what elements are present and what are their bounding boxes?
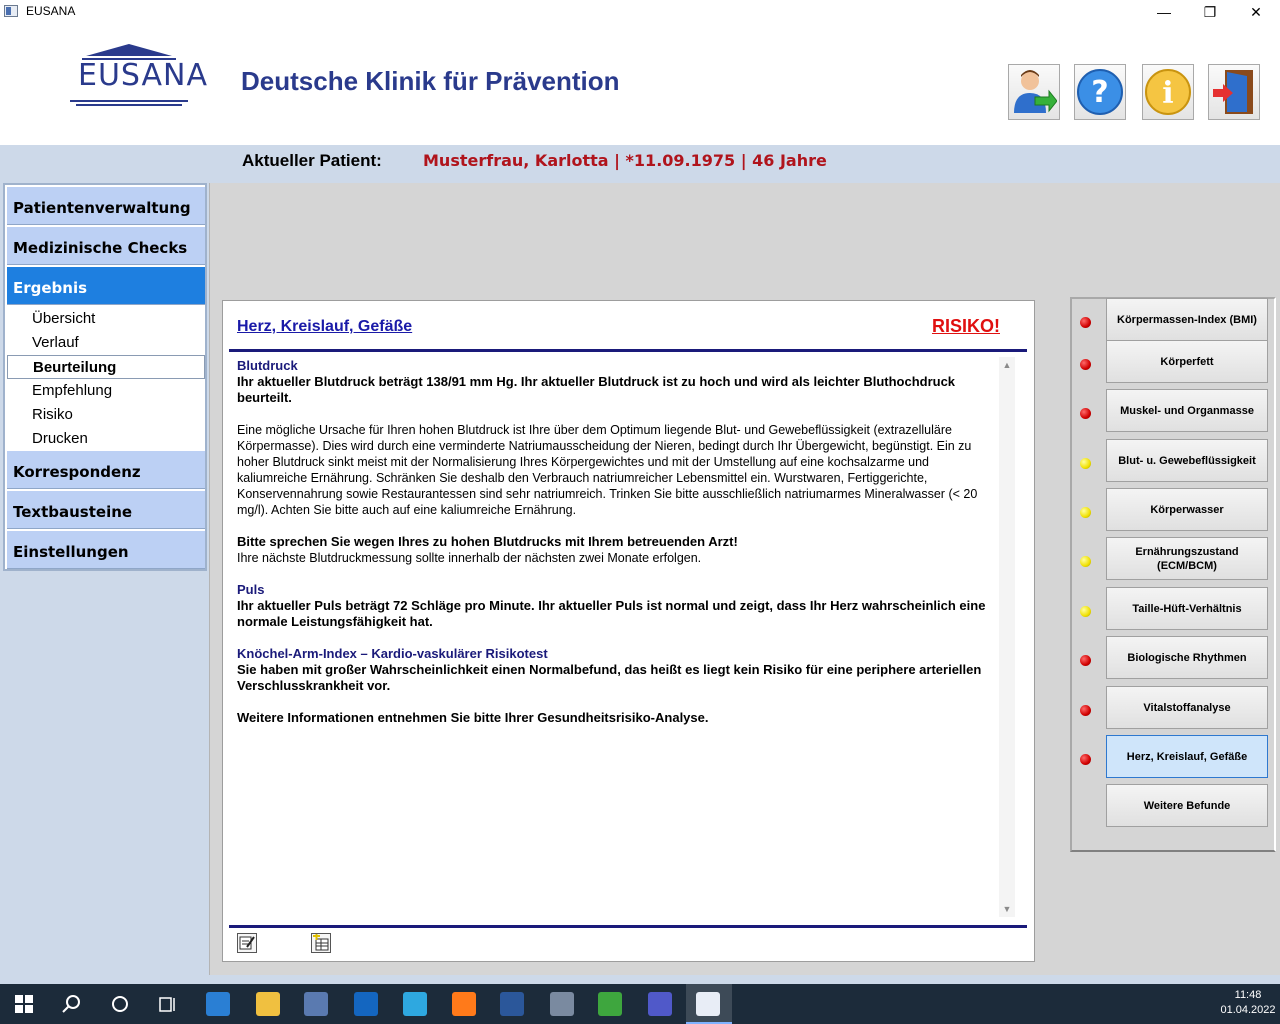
result-button[interactable]: Vitalstoffanalyse: [1106, 686, 1268, 729]
bottom-divider: [229, 925, 1027, 928]
vertical-scrollbar[interactable]: [999, 357, 1015, 917]
result-button[interactable]: Körpermassen-Index (BMI): [1106, 298, 1268, 341]
subnav-uebersicht[interactable]: Übersicht: [32, 310, 96, 327]
windows-start-icon[interactable]: [12, 992, 36, 1016]
status-dot-red: [1080, 655, 1091, 666]
exit-door-icon: [1211, 67, 1257, 117]
nav-medizinische-checks[interactable]: Medizinische Checks: [7, 227, 205, 265]
pulse-summary: Ihr aktueller Puls beträgt 72 Schläge pro Minute. Ihr aktueller Puls ist normal und zeigt, dass Ihr Herz wahrscheinlich eine normale Leistungsfähigkeit hat.: [237, 598, 986, 629]
exit-button[interactable]: [1208, 64, 1260, 120]
scroll-down-icon[interactable]: ▼: [1002, 904, 1012, 914]
clock-date: 01.04.2022: [1220, 1004, 1276, 1016]
result-button[interactable]: Weitere Befunde: [1106, 784, 1268, 827]
nav-ergebnis[interactable]: Ergebnis: [7, 267, 205, 305]
subnav-risiko[interactable]: Risiko: [32, 406, 73, 423]
page-title: Deutsche Klinik für Prävention: [241, 66, 620, 96]
result-button[interactable]: Ernährungszustand (ECM/BCM): [1106, 537, 1268, 580]
patient-value: Musterfrau, Karlotta | *11.09.1975 | 46 Jahre: [423, 151, 827, 170]
subnav-empfehlung[interactable]: Empfehlung: [32, 382, 113, 399]
store-icon[interactable]: [206, 992, 230, 1016]
subnav-beurteilung[interactable]: Beurteilung: [7, 355, 205, 379]
add-table-button[interactable]: [311, 933, 331, 953]
word-icon[interactable]: [500, 992, 524, 1016]
patient-label: Aktueller Patient:: [242, 151, 382, 170]
search-icon[interactable]: [60, 992, 84, 1016]
subnav-verlauf[interactable]: Verlauf: [32, 334, 79, 351]
switch-patient-button[interactable]: [1008, 64, 1060, 120]
status-dot-yellow: [1080, 507, 1091, 518]
title-bar: [0, 0, 1280, 24]
result-button[interactable]: Biologische Rhythmen: [1106, 636, 1268, 679]
status-dot-red: [1080, 359, 1091, 370]
help-button[interactable]: [1074, 64, 1126, 120]
eusana-logo: [68, 42, 208, 108]
status-dot-red: [1080, 408, 1091, 419]
shield-app-icon[interactable]: [598, 992, 622, 1016]
firefox-icon[interactable]: [452, 992, 476, 1016]
edit-note-button[interactable]: [237, 933, 257, 953]
top-divider: [229, 349, 1027, 352]
assessment-panel: [222, 300, 1035, 962]
risk-label: RISIKO!: [931, 316, 1000, 336]
assessment-text: [237, 358, 999, 918]
cortana-icon[interactable]: [108, 992, 132, 1016]
abi-heading: Knöchel-Arm-Index – Kardio-vaskulärer Risikotest: [237, 646, 548, 661]
nav-patientenverwaltung[interactable]: Patientenverwaltung: [7, 187, 205, 225]
window-title: EUSANA: [26, 4, 76, 18]
clock-time: 11:48: [1234, 989, 1262, 1001]
minimize-button[interactable]: —: [1157, 4, 1171, 20]
edit-note-icon: [238, 934, 256, 952]
app-header: [0, 24, 1280, 145]
app-window-icon: [4, 5, 18, 17]
bp-advice: Bitte sprechen Sie wegen Ihres zu hohen Blutdrucks mit Ihrem betreuenden Arzt!: [237, 534, 738, 549]
task-view-icon[interactable]: [156, 992, 180, 1016]
scroll-up-icon[interactable]: ▲: [1002, 360, 1012, 370]
status-dot-red: [1080, 317, 1091, 328]
status-dot-red: [1080, 705, 1091, 716]
bp-heading: Blutdruck: [237, 358, 298, 373]
result-button[interactable]: Körperfett: [1106, 340, 1268, 383]
sidebar: [3, 183, 207, 571]
subnav-drucken[interactable]: Drucken: [32, 430, 88, 447]
status-dot-yellow: [1080, 458, 1091, 469]
panel-title: Herz, Kreislauf, Gefäße: [237, 318, 413, 335]
info-icon: [1144, 68, 1192, 116]
bp-next-measurement: Ihre nächste Blutdruckmessung sollte innerhalb der nächsten zwei Monate erfolgen.: [237, 551, 702, 565]
teams-icon[interactable]: [648, 992, 672, 1016]
info-button[interactable]: [1142, 64, 1194, 120]
pulse-heading: Puls: [237, 582, 265, 597]
result-button[interactable]: Herz, Kreislauf, Gefäße: [1106, 735, 1268, 778]
patient-bar: [0, 145, 1280, 182]
maximize-button[interactable]: ❐: [1203, 3, 1217, 20]
nav-einstellungen[interactable]: Einstellungen: [7, 531, 205, 569]
outlook-icon[interactable]: [354, 992, 378, 1016]
camera-icon[interactable]: [550, 992, 574, 1016]
edge-icon[interactable]: [403, 992, 427, 1016]
nav-textbausteine[interactable]: Textbausteine: [7, 491, 205, 529]
status-dot-yellow: [1080, 606, 1091, 617]
network-pc-icon[interactable]: [304, 992, 328, 1016]
svg-text:?: ?: [1091, 75, 1109, 110]
result-button[interactable]: Körperwasser: [1106, 488, 1268, 531]
result-button[interactable]: Muskel- und Organmasse: [1106, 389, 1268, 432]
more-info: Weitere Informationen entnehmen Sie bitte Ihrer Gesundheitsrisiko-Analyse.: [237, 710, 709, 725]
taskbar: [0, 984, 1280, 1024]
bp-body: Eine mögliche Ursache für Ihren hohen Blutdruck ist Ihre über dem Optimum liegende Blut- und Gewebeflüssigkeit (extrazelluläre Körpermasse). Dies wird durch eine verminderte Natriumausscheidung der Nieren, bedingt durch Ihr Übergewicht, begünstigt. Ein zu hoher Blutdruck sinkt meist mit der Normalisierung Ihres Körpergewichtes und mit der Umstellung auf eine kochsalzarme und kaliumreiche Ernährung. Schränken Sie deshalb den Verbrauch natriumreicher Lebensmittel ein. Wurstwaren, Fertiggerichte, Konservennahrung sowie Restaurantessen sind sehr natriumreich. Trinken Sie bitte ausschließlich natriumarmes Mineralwasser (< 20 mg/l). Achten Sie bitte auch auf eine kaliumreiche Ernährung.: [237, 423, 978, 517]
result-button[interactable]: Blut- u. Gewebeflüssigkeit: [1106, 439, 1268, 482]
file-explorer-icon[interactable]: [256, 992, 280, 1016]
bp-summary: Ihr aktueller Blutdruck beträgt 138/91 mm Hg. Ihr aktueller Blutdruck ist zu hoch und wird als leichter Bluthochdruck beurteilt.: [237, 374, 956, 405]
status-dot-red: [1080, 754, 1091, 765]
status-dot-yellow: [1080, 556, 1091, 567]
abi-summary: Sie haben mit großer Wahrscheinlichkeit einen Normalbefund, das heißt es liegt kein Risiko für eine periphere arteriellen Verschlusskrankheit vor.: [237, 662, 982, 693]
logo-text: EUSANA: [78, 58, 208, 93]
user-switch-icon: [1011, 67, 1057, 117]
nav-korrespondenz[interactable]: Korrespondenz: [7, 451, 205, 489]
help-icon: [1076, 68, 1124, 116]
result-button[interactable]: Taille-Hüft-Verhältnis: [1106, 587, 1268, 630]
close-button[interactable]: ✕: [1250, 3, 1262, 20]
svg-text:i: i: [1162, 76, 1174, 111]
taskbar-clock[interactable]: [1220, 988, 1276, 1018]
add-table-icon: [312, 934, 330, 952]
eusana-app-icon[interactable]: [696, 992, 720, 1016]
